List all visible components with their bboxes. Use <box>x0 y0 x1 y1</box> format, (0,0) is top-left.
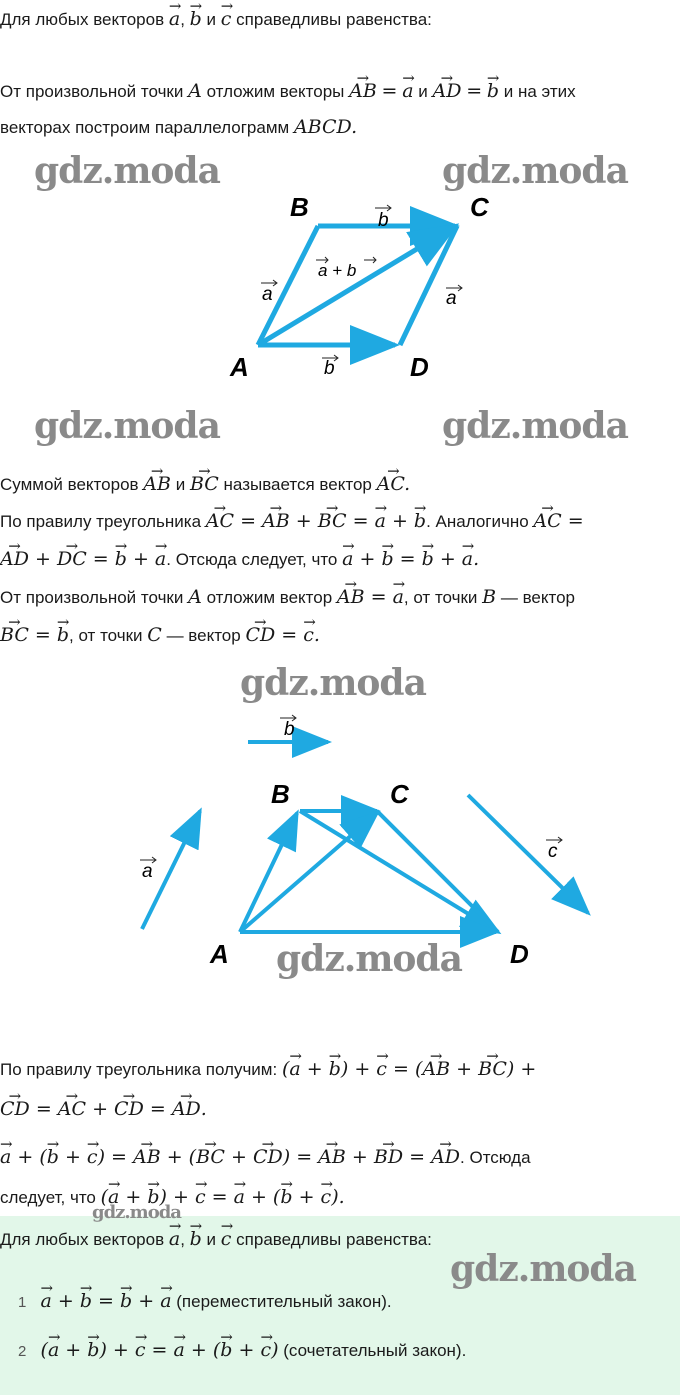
point-c: C <box>147 624 162 646</box>
label-vec-a-right: a <box>446 288 457 309</box>
intro-prefix: Для любых векторов <box>0 10 165 29</box>
label-vec-c: c <box>548 841 558 862</box>
paragraph-5-line-2: → CD = → AC + → CD = → AD. <box>0 1098 207 1121</box>
label-c: C <box>470 192 489 222</box>
label-sum: a + b <box>318 261 357 280</box>
vector-a: → a <box>169 8 180 30</box>
p4-t6: — вектор <box>166 626 241 645</box>
edge-ab <box>240 813 297 932</box>
watermark: gdz.moda <box>34 150 220 192</box>
p3-t1: По правилу треугольника <box>0 512 202 531</box>
law-2-number: 2 <box>18 1343 27 1360</box>
paragraph-5-line-3: → a + (→ b + → c) = → AB + (→ BC + → CD) = → AB + → BD = → AD. Отсюда <box>0 1146 531 1169</box>
label-vec-b-top: b <box>378 210 389 231</box>
vector-bc: → BC <box>190 473 219 495</box>
paragraph-2 <box>0 473 410 496</box>
paragraph-1-line-2 <box>0 116 357 139</box>
p5-t1: По правилу треугольника получим: <box>0 1060 278 1079</box>
paragraph-4-line-1: От произвольной точки A отложим вектор → AB = → a, от точки B — вектор <box>0 586 575 609</box>
watermark: gdz.moda <box>442 405 628 447</box>
vector-ab: → AB <box>143 473 171 495</box>
summary-intro: Для любых векторов → a, → b и → c справедливы равенства: <box>0 1228 432 1251</box>
label-vec-b-bottom: b <box>324 358 335 379</box>
label-d: D <box>410 352 429 382</box>
parallelogram-name: ABCD. <box>293 116 358 138</box>
p4-t4: — вектор <box>500 588 576 607</box>
p2-t1: Суммой векторов <box>0 475 139 494</box>
paragraph-1-line-1: От произвольной точки A отложим векторы → AB = → a и → AD = → b и на этих <box>0 80 576 103</box>
point-a: A <box>188 80 202 102</box>
watermark: gdz.moda <box>450 1248 636 1290</box>
p5-t2: . Отсюда <box>460 1148 531 1167</box>
vector-ac: → AC. <box>377 473 411 495</box>
diagonal-bd <box>300 811 498 932</box>
edge-cd <box>377 811 498 932</box>
label-d: D <box>510 939 529 969</box>
p1-text1: От произвольной точки <box>0 82 184 101</box>
p2-and: и <box>175 475 186 494</box>
diagonal-ac <box>240 813 377 932</box>
vector-b: → b <box>487 80 499 102</box>
watermark: gdz.moda <box>34 405 220 447</box>
vector-ad: → AD <box>432 80 461 102</box>
label-a: A <box>230 352 249 382</box>
parallelogram-figure <box>0 180 680 400</box>
p1-text4: векторах построим параллелограмм <box>0 118 290 137</box>
p4-t2: отложим вектор <box>206 588 333 607</box>
box-prefix: Для любых векторов <box>0 1230 165 1249</box>
intro-suffix: справедливы равенства: <box>236 10 432 29</box>
point-a: A <box>188 586 202 608</box>
law-1: 1 → a + → b = → b + → a (переместительный закон). <box>18 1290 392 1314</box>
p4-t5: , от точки <box>69 626 143 645</box>
vector-c: → c <box>221 8 232 30</box>
watermark: gdz.moda <box>92 1202 181 1223</box>
p3-t3: . Отсюда следует, что <box>166 550 338 569</box>
triangle-figure <box>0 705 680 975</box>
point-b: B <box>482 586 497 608</box>
label-a: A <box>210 939 229 969</box>
vector-a: → a <box>169 1228 180 1250</box>
law-1-label: (переместительный закон). <box>176 1292 392 1311</box>
intro-line: Для любых векторов → a, → b и → c справедливы равенства: <box>0 8 432 31</box>
p1-and: и <box>418 82 428 101</box>
law-2: 2 (→ a + → b) + → c = → a + (→ b + → c) (сочетательный закон). <box>18 1339 466 1363</box>
paragraph-3-line-1: По правилу треугольника → AC = → AB + → BC = → a + → b. Аналогично → AC = <box>0 510 584 533</box>
vector-b: → b <box>190 1228 202 1250</box>
watermark: gdz.moda <box>276 938 462 980</box>
paragraph-4-line-2: → BC = → b, от точки C — вектор → CD = → c. <box>0 624 320 647</box>
p4-t3: , от точки <box>403 588 478 607</box>
label-vec-a-left: a <box>262 284 273 305</box>
p3-t2: . Аналогично <box>426 512 529 531</box>
watermark: gdz.moda <box>442 150 628 192</box>
label-vec-a: a <box>142 861 153 882</box>
p1-text3: и на этих <box>503 82 576 101</box>
paragraph-5-line-1: По правилу треугольника получим: (→ a + → b) + → c = (→ AB + → BC) + <box>0 1058 536 1081</box>
p2-t2: называется вектор <box>223 475 372 494</box>
p1-text2: отложим векторы <box>206 82 345 101</box>
p5-t3: следует, что <box>0 1188 96 1207</box>
vector-c: → c <box>221 1228 232 1250</box>
vector-ab: → AB <box>349 80 377 102</box>
label-b: B <box>290 192 309 222</box>
law-2-label: (сочетательный закон). <box>283 1341 467 1360</box>
paragraph-5-line-4: следует, что (→ a + → b) + → c = → a + (→ b + → c). <box>0 1186 345 1209</box>
paragraph-3-line-2: → AD + → DC = → b + → a. Отсюда следует, что → a + → b = → b + → a. <box>0 548 479 571</box>
vector-a: → a <box>402 80 413 102</box>
vector-b: → b <box>190 8 202 30</box>
label-b: B <box>271 779 290 809</box>
free-vector-c <box>468 795 588 913</box>
p4-t1: От произвольной точки <box>0 588 184 607</box>
box-suffix: справедливы равенства: <box>236 1230 432 1249</box>
watermark: gdz.moda <box>240 662 426 704</box>
label-c: C <box>390 779 409 809</box>
label-vec-b: b <box>284 719 295 740</box>
law-1-number: 1 <box>18 1294 27 1311</box>
